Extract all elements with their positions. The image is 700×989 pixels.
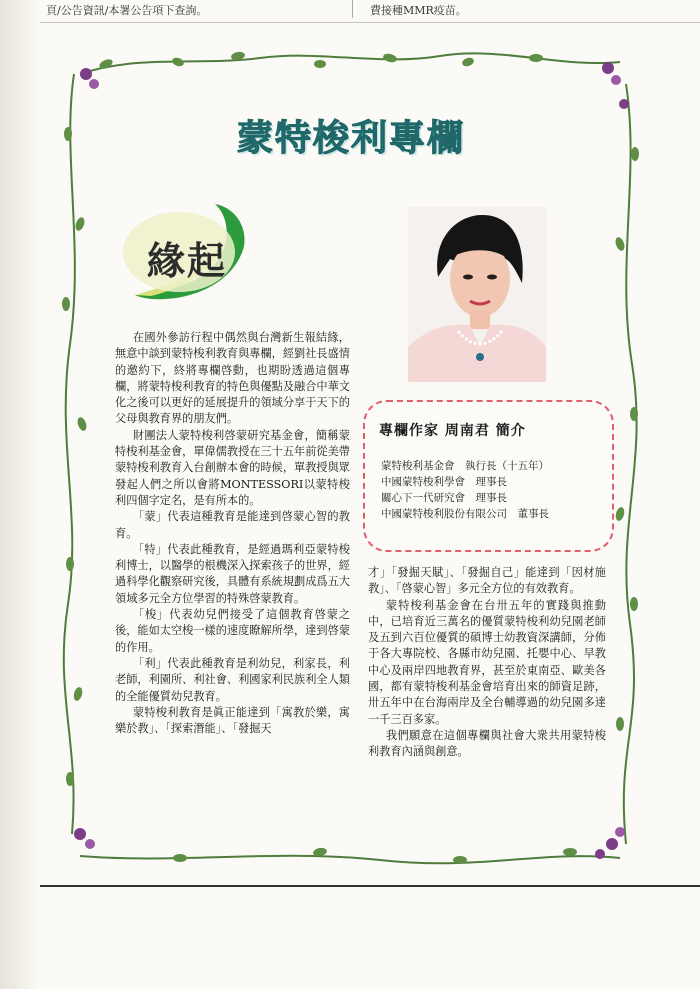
bio-line: 中國蒙特梭利學會 理事長 bbox=[381, 476, 507, 488]
bio-title: 專欄作家 周南君 簡介 bbox=[379, 423, 526, 439]
article-column-left bbox=[115, 330, 350, 737]
footer-rule bbox=[40, 885, 700, 887]
header-column-divider bbox=[352, 0, 353, 18]
article-column-right bbox=[368, 565, 606, 761]
article-paragraph: 才」「發掘天賦」、「發掘自己」能達到「因材施教」、「啓蒙心智」多元全方位的有效教育。 bbox=[368, 566, 606, 596]
article-paragraph: 我們願意在這個專欄與社會大衆共用蒙特梭利教育內涵與創意。 bbox=[368, 728, 606, 759]
article-paragraph: 蒙特梭利基金會在台卅五年的實踐與推動中，已培育近三萬名的優質蒙特梭利幼兒園老師及五到六百位優質的碩博士幼教資深講師，分佈于各大專院校、各縣市幼兒園、托嬰中心、早教中心及兩岸四地教育界，甚至於東南亞、歐美各國，都有蒙特梭利基金會培育出來的師資足跡，卅五年中在台海兩岸及全台輔導過的幼兒園多達一千三百多家。 bbox=[368, 598, 606, 726]
bio-line: 蒙特梭利基金會 執行長（十五年） bbox=[381, 460, 549, 472]
article-paragraph: 財團法人蒙特梭利啓蒙研究基金會，簡稱蒙特梭利基金會，單偉儒教授在三十五年前從美帶蒙特梭利教育入台創辦本會的時候，單教授與眾發起人們之所以會將MONTESSORI以蒙特梭利四個字定名，是有所本的。 bbox=[115, 428, 350, 507]
article-paragraph: 「特」代表此種教育，是經過瑪利亞蒙特梭利博士，以醫學的根機深入探索孩子的世界，經過科學化觀察研究後，具體有系統規劃成爲五大領域多元全方位學習的特殊啓蒙教育。 bbox=[115, 542, 350, 605]
header-rule bbox=[40, 22, 700, 23]
author-portrait bbox=[408, 207, 546, 382]
bio-line: 關心下一代研究會 理事長 bbox=[381, 492, 507, 504]
section-heading: 緣起 bbox=[147, 238, 228, 283]
origin-heading bbox=[115, 200, 255, 310]
header-snippet-right: 費接種MMR疫苗。 bbox=[370, 4, 467, 17]
article-paragraph: 蒙特梭利教育是眞正能達到「寓教於樂，寓樂於教」、「探索潛能」、「發掘天 bbox=[115, 705, 350, 736]
article-paragraph: 「利」代表此種教育是利幼兒，利家長，利老師，利園所、利社會、利國家利民族利全人類的全能優質幼兒教育。 bbox=[115, 656, 350, 703]
header-snippet-left: 頁/公告資訊/本署公告項下查詢。 bbox=[46, 4, 208, 17]
bio-list bbox=[381, 458, 549, 522]
article-paragraph: 「蒙」代表這種教育是能達到啓蒙心智的教育。 bbox=[115, 510, 350, 540]
scan-shadow bbox=[0, 0, 40, 989]
author-photo bbox=[408, 207, 546, 382]
article-paragraph: 「梭」代表幼兒們接受了這個教育啓蒙之後，能如太空梭一樣的速度瞭解所學，達到啓蒙的作用。 bbox=[115, 608, 350, 654]
column-title bbox=[205, 112, 497, 158]
article-paragraph: 在國外參訪行程中偶然與台灣新生報結緣，無意中談到蒙特梭利教育與專欄，經劉社長盛情的邀約下，終將專欄啓動，也期盼透過這個專欄，將蒙特梭利教育的特色與優點及融合中華文化之後可以更好的延展提升的領域分享于天下的父母與教育界的朋友們。 bbox=[115, 331, 350, 426]
author-bio-box bbox=[363, 400, 614, 552]
bio-line: 中國蒙特梭利股份有限公司 董事長 bbox=[381, 508, 549, 520]
column-title-text: 蒙特梭利專欄 bbox=[236, 116, 465, 159]
